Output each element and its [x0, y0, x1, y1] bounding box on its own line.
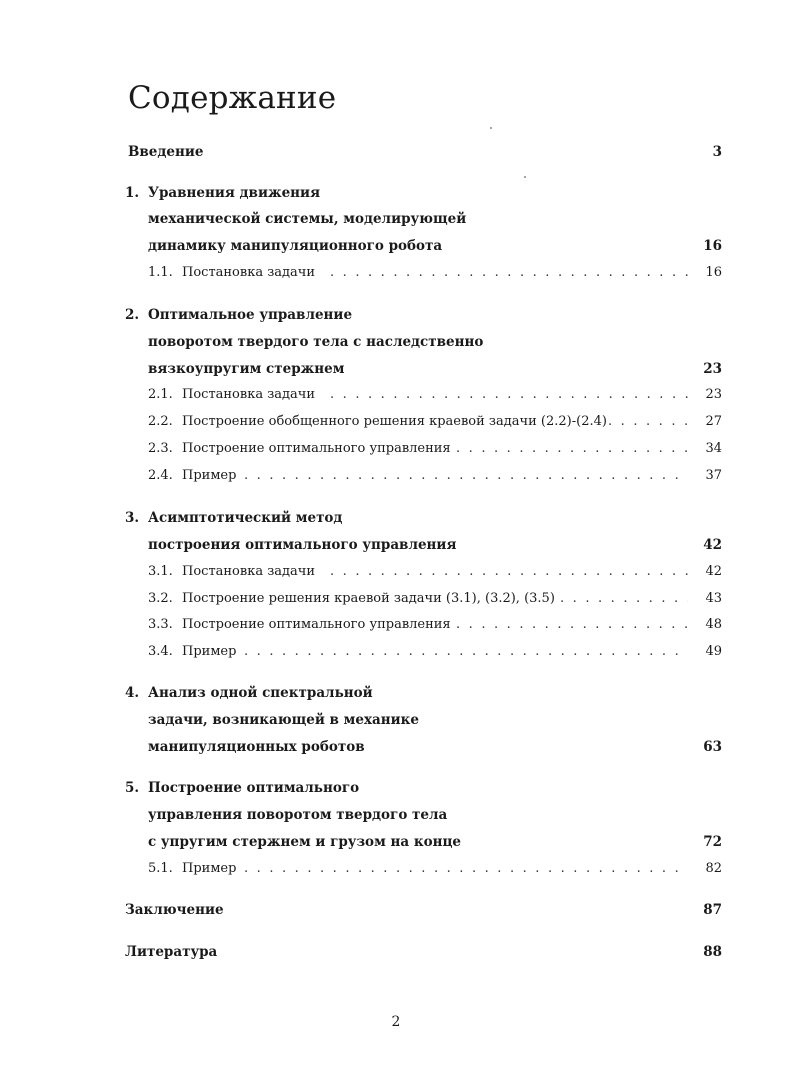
toc-page-number: 34 — [705, 441, 722, 456]
toc-chapter-2-line-3[interactable] — [0, 358, 792, 380]
toc-section-2-1[interactable] — [0, 384, 792, 406]
dot-leader — [560, 588, 688, 610]
toc-entry-label: Заключение — [125, 902, 224, 918]
section-number: 3.4. — [148, 644, 173, 659]
toc-section-3-3[interactable] — [0, 614, 792, 636]
toc-page-number: 3 — [712, 144, 722, 160]
toc-page-number: 23 — [703, 361, 722, 377]
toc-entry-label: Введение — [128, 144, 204, 160]
toc-entry-intro[interactable] — [0, 141, 792, 163]
toc-page-number: 49 — [705, 644, 722, 659]
toc-chapter-2-line-2[interactable] — [0, 331, 792, 353]
section-title: Построение оптимального управления — [182, 441, 451, 456]
toc-chapter-4-line-3[interactable] — [0, 736, 792, 758]
toc-page-number: 37 — [705, 468, 722, 483]
chapter-number: 4. — [125, 685, 140, 701]
chapter-title-line: механической системы, моделирующей — [148, 211, 467, 227]
toc-entry-label: Литература — [125, 944, 218, 960]
toc-section-2-4[interactable] — [0, 465, 792, 487]
dot-leader — [244, 465, 688, 487]
scan-speck — [524, 176, 526, 178]
toc-chapter-2-line-1[interactable] — [0, 304, 792, 326]
toc-page-number: 27 — [705, 414, 722, 429]
toc-section-3-4[interactable] — [0, 641, 792, 663]
chapter-title-line: Асимптотический метод — [148, 510, 343, 526]
toc-chapter-3-line-1[interactable] — [0, 507, 792, 529]
chapter-number: 5. — [125, 780, 140, 796]
chapter-title-line: Построение оптимального — [148, 780, 360, 796]
toc-page-number: 63 — [703, 739, 722, 755]
toc-chapter-5-line-3[interactable] — [0, 831, 792, 853]
page-title: Содержание — [128, 80, 337, 116]
toc-page-number: 87 — [703, 902, 722, 918]
toc-chapter-1-line-1[interactable] — [0, 182, 792, 204]
section-number: 3.3. — [148, 617, 173, 632]
toc-section-2-3[interactable] — [0, 438, 792, 460]
toc-page-number: 82 — [705, 861, 722, 876]
toc-section-3-2[interactable] — [0, 588, 792, 610]
chapter-title-line: Анализ одной спектральной — [148, 685, 373, 701]
page-number-footer: 2 — [391, 1014, 401, 1030]
toc-chapter-4-line-2[interactable] — [0, 709, 792, 731]
section-title: Постановка задачи — [182, 387, 316, 402]
toc-section-1-1[interactable] — [0, 262, 792, 284]
section-number: 5.1. — [148, 861, 173, 876]
section-number: 2.3. — [148, 441, 173, 456]
chapter-title-line: манипуляционных роботов — [148, 739, 365, 755]
dot-leader — [244, 858, 688, 880]
toc-page-number: 16 — [703, 238, 722, 254]
chapter-title-line: Оптимальное управление — [148, 307, 353, 323]
toc-section-2-2[interactable] — [0, 411, 792, 433]
chapter-title-line: задачи, возникающей в механике — [148, 712, 419, 728]
section-title: Постановка задачи — [182, 564, 316, 579]
toc-page-number: 88 — [703, 944, 722, 960]
toc-page-number: 42 — [705, 564, 722, 579]
toc-entry-conclusion[interactable] — [0, 899, 792, 921]
section-number: 2.4. — [148, 468, 173, 483]
section-number: 2.1. — [148, 387, 173, 402]
dot-leader — [330, 262, 688, 284]
toc-page-number: 16 — [705, 265, 722, 280]
toc-chapter-1-line-2[interactable] — [0, 208, 792, 230]
chapter-title-line: динамику манипуляционного робота — [148, 238, 443, 254]
section-number: 1.1. — [148, 265, 173, 280]
section-title: Построение оптимального управления — [182, 617, 451, 632]
toc-page-number: 48 — [705, 617, 722, 632]
dot-leader — [330, 384, 688, 406]
dot-leader — [456, 438, 688, 460]
section-title: Пример — [182, 861, 237, 876]
chapter-title-line: с упругим стержнем и грузом на конце — [148, 834, 462, 850]
dot-leader — [244, 641, 688, 663]
dot-leader — [608, 411, 688, 433]
section-title: Построение решения краевой задачи (3.1), (3.2), (3.5) — [182, 591, 555, 606]
section-number: 2.2. — [148, 414, 173, 429]
section-title: Пример — [182, 468, 237, 483]
chapter-title-line: вязкоупругим стержнем — [148, 361, 345, 377]
toc-page-number: 23 — [705, 387, 722, 402]
toc-chapter-1-line-3[interactable] — [0, 235, 792, 257]
section-title: Постановка задачи — [182, 265, 316, 280]
section-number: 3.1. — [148, 564, 173, 579]
toc-page-number: 43 — [705, 591, 722, 606]
chapter-title-line: управления поворотом твердого тела — [148, 807, 448, 823]
toc-section-3-1[interactable] — [0, 561, 792, 583]
toc-page-number: 72 — [703, 834, 722, 850]
section-title: Построение обобщенного решения краевой задачи (2.2)-(2.4) — [182, 414, 607, 429]
section-number: 3.2. — [148, 591, 173, 606]
toc-section-5-1[interactable] — [0, 858, 792, 880]
toc-chapter-5-line-1[interactable] — [0, 777, 792, 799]
chapter-title-line: Уравнения движения — [148, 185, 321, 201]
scan-speck — [490, 127, 492, 129]
toc-chapter-5-line-2[interactable] — [0, 804, 792, 826]
toc-page-number: 42 — [703, 537, 722, 553]
chapter-number: 3. — [125, 510, 140, 526]
chapter-title-line: поворотом твердого тела с наследственно — [148, 334, 484, 350]
chapter-number: 2. — [125, 307, 140, 323]
toc-entry-literature[interactable] — [0, 941, 792, 963]
dot-leader — [330, 561, 688, 583]
toc-chapter-4-line-1[interactable] — [0, 682, 792, 704]
dot-leader — [456, 614, 688, 636]
chapter-number: 1. — [125, 185, 140, 201]
chapter-title-line: построения оптимального управления — [148, 537, 457, 553]
section-title: Пример — [182, 644, 237, 659]
toc-chapter-3-line-2[interactable] — [0, 534, 792, 556]
